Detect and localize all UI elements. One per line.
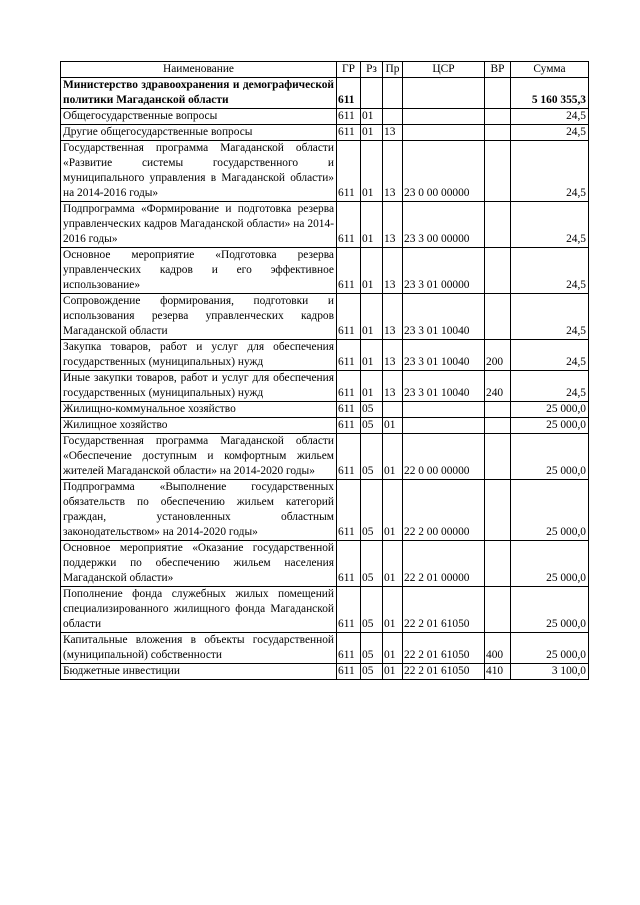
header-pr: Пр <box>383 62 403 78</box>
csr-cell: 23 3 01 00000 <box>403 248 485 294</box>
rz-cell: 01 <box>361 125 383 141</box>
name-cell: Пополнение фонда служебных жилых помещений специализированного жилищного фонда Магаданской области <box>61 587 337 633</box>
gr-cell: 611 <box>337 109 361 125</box>
gr-cell: 611 <box>337 633 361 664</box>
vr-cell <box>485 141 511 202</box>
vr-cell <box>485 78 511 109</box>
table-row <box>61 480 589 541</box>
header-gr: ГР <box>337 62 361 78</box>
pr-cell: 13 <box>383 340 403 371</box>
name-cell: Государственная программа Магаданской области «Обеспечение доступным и комфортным жильем жителей Магаданской области» на 2014-2020 годы» <box>61 434 337 480</box>
pr-cell: 01 <box>383 541 403 587</box>
sum-cell: 24,5 <box>511 340 589 371</box>
table-row <box>61 434 589 480</box>
pr-cell: 01 <box>383 434 403 480</box>
table-row <box>61 78 589 109</box>
pr-cell: 13 <box>383 248 403 294</box>
sum-cell: 24,5 <box>511 371 589 402</box>
table-row <box>61 541 589 587</box>
name-cell: Жилищное хозяйство <box>61 418 337 434</box>
rz-cell: 01 <box>361 294 383 340</box>
pr-cell: 13 <box>383 371 403 402</box>
gr-cell: 611 <box>337 78 361 109</box>
vr-cell <box>485 402 511 418</box>
table-row <box>61 141 589 202</box>
csr-cell: 22 2 01 61050 <box>403 633 485 664</box>
table-row <box>61 418 589 434</box>
vr-cell: 240 <box>485 371 511 402</box>
gr-cell: 611 <box>337 371 361 402</box>
table-row <box>61 248 589 294</box>
table-row <box>61 202 589 248</box>
sum-cell: 24,5 <box>511 294 589 340</box>
sum-cell: 5 160 355,3 <box>511 78 589 109</box>
name-cell: Бюджетные инвестиции <box>61 664 337 680</box>
table-row <box>61 402 589 418</box>
rz-cell: 01 <box>361 248 383 294</box>
vr-cell <box>485 125 511 141</box>
csr-cell <box>403 78 485 109</box>
sum-cell: 3 100,0 <box>511 664 589 680</box>
pr-cell: 01 <box>383 480 403 541</box>
header-rz: Рз <box>361 62 383 78</box>
csr-cell: 22 2 00 00000 <box>403 480 485 541</box>
header-name: Наименование <box>61 62 337 78</box>
vr-cell: 400 <box>485 633 511 664</box>
vr-cell <box>485 587 511 633</box>
gr-cell: 611 <box>337 141 361 202</box>
csr-cell: 22 0 00 00000 <box>403 434 485 480</box>
table-body <box>61 78 589 680</box>
vr-cell <box>485 248 511 294</box>
gr-cell: 611 <box>337 434 361 480</box>
header-sum: Сумма <box>511 62 589 78</box>
csr-cell <box>403 402 485 418</box>
table-row <box>61 125 589 141</box>
name-cell: Министерство здравоохранения и демографической политики Магаданской области <box>61 78 337 109</box>
csr-cell: 23 3 01 10040 <box>403 340 485 371</box>
sum-cell: 25 000,0 <box>511 480 589 541</box>
csr-cell <box>403 109 485 125</box>
name-cell: Иные закупки товаров, работ и услуг для обеспечения государственных (муниципальных) нужд <box>61 371 337 402</box>
gr-cell: 611 <box>337 202 361 248</box>
pr-cell: 01 <box>383 633 403 664</box>
rz-cell: 05 <box>361 402 383 418</box>
sum-cell: 24,5 <box>511 109 589 125</box>
rz-cell: 05 <box>361 541 383 587</box>
csr-cell: 23 0 00 00000 <box>403 141 485 202</box>
pr-cell: 01 <box>383 418 403 434</box>
vr-cell: 200 <box>485 340 511 371</box>
name-cell: Сопровождение формирования, подготовки и использования резерва управленческих кадров Магаданской области <box>61 294 337 340</box>
vr-cell <box>485 434 511 480</box>
pr-cell: 01 <box>383 664 403 680</box>
budget-table <box>60 61 589 680</box>
sum-cell: 25 000,0 <box>511 633 589 664</box>
table-row <box>61 294 589 340</box>
name-cell: Капитальные вложения в объекты государственной (муниципальной) собственности <box>61 633 337 664</box>
name-cell: Основное мероприятие «Подготовка резерва управленческих кадров и его эффективное использование» <box>61 248 337 294</box>
csr-cell: 23 3 00 00000 <box>403 202 485 248</box>
sum-cell: 25 000,0 <box>511 418 589 434</box>
gr-cell: 611 <box>337 480 361 541</box>
rz-cell: 05 <box>361 418 383 434</box>
rz-cell: 05 <box>361 480 383 541</box>
csr-cell: 23 3 01 10040 <box>403 371 485 402</box>
sum-cell: 25 000,0 <box>511 434 589 480</box>
pr-cell <box>383 402 403 418</box>
csr-cell: 22 2 01 61050 <box>403 587 485 633</box>
csr-cell <box>403 418 485 434</box>
table-row <box>61 664 589 680</box>
sum-cell: 24,5 <box>511 125 589 141</box>
rz-cell: 05 <box>361 633 383 664</box>
vr-cell <box>485 294 511 340</box>
rz-cell: 01 <box>361 202 383 248</box>
header-row <box>61 62 589 78</box>
rz-cell: 01 <box>361 109 383 125</box>
rz-cell: 05 <box>361 664 383 680</box>
name-cell: Подпрограмма «Выполнение государственных обязательств по обеспечению жильем категорий граждан, установленных областным законодательством» на 2014-2020 годы» <box>61 480 337 541</box>
vr-cell <box>485 480 511 541</box>
gr-cell: 611 <box>337 340 361 371</box>
table-row <box>61 371 589 402</box>
gr-cell: 611 <box>337 248 361 294</box>
table-row <box>61 587 589 633</box>
vr-cell <box>485 418 511 434</box>
header-csr: ЦСР <box>403 62 485 78</box>
gr-cell: 611 <box>337 587 361 633</box>
name-cell: Жилищно-коммунальное хозяйство <box>61 402 337 418</box>
name-cell: Общегосударственные вопросы <box>61 109 337 125</box>
csr-cell: 22 2 01 00000 <box>403 541 485 587</box>
name-cell: Государственная программа Магаданской области «Развитие системы государственного и муниципального управления в Магаданской области» на 2014-2016 годы» <box>61 141 337 202</box>
name-cell: Другие общегосударственные вопросы <box>61 125 337 141</box>
budget-table-page <box>60 61 588 680</box>
rz-cell <box>361 78 383 109</box>
vr-cell: 410 <box>485 664 511 680</box>
sum-cell: 24,5 <box>511 202 589 248</box>
name-cell: Основное мероприятие «Оказание государственной поддержки по обеспечению жильем населения Магаданской области» <box>61 541 337 587</box>
sum-cell: 24,5 <box>511 141 589 202</box>
pr-cell <box>383 109 403 125</box>
name-cell: Подпрограмма «Формирование и подготовка резерва управленческих кадров Магаданской области» на 2014-2016 годы» <box>61 202 337 248</box>
gr-cell: 611 <box>337 402 361 418</box>
table-row <box>61 340 589 371</box>
pr-cell <box>383 78 403 109</box>
gr-cell: 611 <box>337 294 361 340</box>
gr-cell: 611 <box>337 541 361 587</box>
table-row <box>61 633 589 664</box>
sum-cell: 25 000,0 <box>511 587 589 633</box>
gr-cell: 611 <box>337 125 361 141</box>
vr-cell <box>485 202 511 248</box>
rz-cell: 05 <box>361 434 383 480</box>
sum-cell: 25 000,0 <box>511 541 589 587</box>
rz-cell: 05 <box>361 587 383 633</box>
table-row <box>61 109 589 125</box>
csr-cell: 22 2 01 61050 <box>403 664 485 680</box>
sum-cell: 25 000,0 <box>511 402 589 418</box>
pr-cell: 01 <box>383 587 403 633</box>
vr-cell <box>485 541 511 587</box>
csr-cell: 23 3 01 10040 <box>403 294 485 340</box>
pr-cell: 13 <box>383 125 403 141</box>
csr-cell <box>403 125 485 141</box>
sum-cell: 24,5 <box>511 248 589 294</box>
rz-cell: 01 <box>361 340 383 371</box>
rz-cell: 01 <box>361 371 383 402</box>
gr-cell: 611 <box>337 664 361 680</box>
gr-cell: 611 <box>337 418 361 434</box>
pr-cell: 13 <box>383 294 403 340</box>
rz-cell: 01 <box>361 141 383 202</box>
pr-cell: 13 <box>383 141 403 202</box>
name-cell: Закупка товаров, работ и услуг для обеспечения государственных (муниципальных) нужд <box>61 340 337 371</box>
header-vr: ВР <box>485 62 511 78</box>
vr-cell <box>485 109 511 125</box>
pr-cell: 13 <box>383 202 403 248</box>
